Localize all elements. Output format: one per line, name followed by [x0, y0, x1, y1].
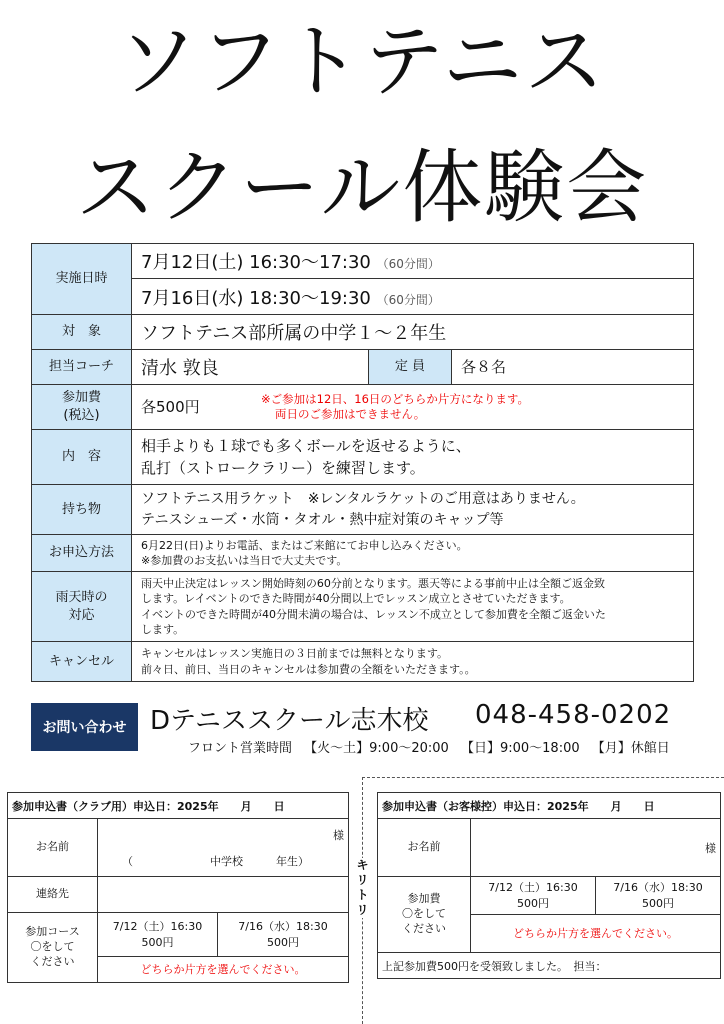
- capacity-label: 定 員: [369, 350, 452, 385]
- customer-opt1-date: 7/12（土）16:30: [488, 881, 578, 895]
- items-line2: テニスシューズ・水筒・タオル・熱中症対策のキャップ等: [141, 511, 504, 528]
- front-hours: [188, 737, 678, 756]
- info-table: [31, 243, 694, 682]
- capacity-value: 各８名: [452, 350, 694, 385]
- customer-opt2-price: 500円: [642, 896, 674, 910]
- rain-value: [132, 572, 694, 642]
- date-row-1: [132, 244, 694, 279]
- cut-label: キリトリ: [356, 858, 369, 917]
- customer-copy-form: [377, 792, 721, 979]
- apply-line1: 6月22日(日)よりお電話、またはご来館にてお申し込みください。: [141, 538, 468, 552]
- club-course-label-2: 〇をして: [30, 940, 75, 954]
- coach-label: 担当コーチ: [32, 350, 132, 385]
- date2-time: 18:30〜19:30: [249, 287, 371, 309]
- items-value: [132, 485, 694, 535]
- customer-name-field[interactable]: [471, 819, 721, 877]
- club-name-label: お名前: [8, 819, 98, 877]
- items-label: 持ち物: [32, 485, 132, 535]
- cancel-line2: 前々日、前日、当日のキャンセルは参加費の全額をいただきます。。: [141, 662, 476, 676]
- dates-label: 実施日時: [32, 244, 132, 315]
- club-course-label-3: ください: [30, 954, 75, 968]
- date2-duration: （60分間）: [376, 292, 440, 307]
- club-contact-field[interactable]: [98, 877, 349, 913]
- fee-cell: [132, 385, 694, 430]
- content-line1: 相手よりも１球でも多くボールを返せるように、: [141, 436, 471, 455]
- customer-sama: 様: [705, 841, 716, 855]
- club-choose-note: どちらか片方を選んでください。: [98, 957, 349, 983]
- target-label: 対 象: [32, 315, 132, 350]
- club-contact-label: 連絡先: [8, 877, 98, 913]
- club-opt1-price: 500円: [141, 935, 174, 949]
- club-opt2-price: 500円: [267, 935, 299, 949]
- phone-number[interactable]: 048-458-0202: [475, 700, 672, 730]
- customer-name-label: お名前: [378, 819, 471, 877]
- customer-choose-note: どちらか片方を選んでください。: [471, 915, 721, 953]
- customer-opt1-price: 500円: [517, 896, 549, 910]
- fee-label: [32, 385, 132, 430]
- rain-line4: します。: [141, 622, 185, 636]
- apply-line2: ※参加費のお支払いは当日で大丈夫です。: [141, 554, 348, 567]
- fee-label-line1: 参加費: [61, 390, 101, 406]
- hours-monday: 【月】休館日: [591, 741, 670, 756]
- customer-option-0712[interactable]: [471, 877, 596, 915]
- apply-label: お申込方法: [32, 535, 132, 572]
- customer-option-0716[interactable]: [596, 877, 721, 915]
- target-value: ソフトテニス部所属の中学１～２年生: [132, 315, 694, 350]
- club-application-form: [7, 792, 349, 983]
- fee-value: 各500円: [141, 397, 200, 416]
- club-course-label-1: 参加コース: [25, 925, 80, 939]
- items-line1: ソフトテニス用ラケット ※レンタルラケットのご用意はありません。: [141, 490, 585, 507]
- cancel-line1: キャンセルはレッスン実施日の３日前までは無料となります。: [141, 647, 449, 661]
- rain-line3: イベントのできた時間が40分間未満の場合は、レッスン不成立として参加費を全額ご返金いた: [141, 607, 606, 621]
- club-sama: 様: [333, 828, 344, 842]
- date1-date: 7月12日(土): [141, 252, 244, 273]
- date1-duration: （60分間）: [376, 257, 440, 271]
- hours-weekday: 【火～土】9:00～20:00: [304, 741, 449, 756]
- cancel-value: [132, 642, 694, 682]
- content-label: 内 容: [32, 430, 132, 485]
- content-value: [132, 430, 694, 485]
- customer-form-header: 参加申込書（お客様控）申込日：2025年 月 日: [378, 793, 721, 819]
- content-line2: 乱打（ストロークラリー）を練習します。: [141, 459, 425, 477]
- club-form-header: 参加申込書（クラブ用）申込日：2025年 月 日: [8, 793, 349, 819]
- club-opt1-date: 7/12（土）16:30: [112, 920, 203, 934]
- customer-fee-label-1: 参加費: [407, 892, 441, 906]
- title-line-1: ソフトテニス: [117, 15, 607, 108]
- school-name: Dテニススクール志木校: [150, 706, 429, 736]
- customer-fee-label: [378, 877, 471, 953]
- apply-value: [132, 535, 694, 572]
- hours-sunday: 【日】9:00～18:00: [460, 741, 580, 756]
- date1-time: 16:30〜17:30: [249, 252, 371, 273]
- date2-date: 7月16日(水): [141, 287, 244, 309]
- club-name-field[interactable]: [98, 819, 349, 877]
- club-opt2-date: 7/16（水）18:30: [238, 920, 328, 934]
- customer-fee-label-3: ください: [402, 921, 446, 935]
- club-school-hint: （ 中学校 年生）: [122, 854, 309, 868]
- club-option-0712[interactable]: [98, 913, 218, 957]
- fee-note-line2: 両日のご参加はできません。: [275, 407, 426, 421]
- date-row-2: [132, 279, 694, 315]
- rain-label-line2: 対応: [68, 607, 95, 623]
- customer-receipt: 上記参加費500円を受領致しました。 担当：: [378, 953, 721, 979]
- cancel-label: キャンセル: [32, 642, 132, 682]
- customer-fee-label-2: 〇をして: [402, 907, 446, 921]
- contact-button[interactable]: お問い合わせ: [31, 703, 138, 751]
- club-course-label: [8, 913, 98, 983]
- rain-label-line1: 雨天時の: [55, 589, 108, 605]
- fee-label-line2: (税込): [63, 408, 100, 423]
- cut-line-horizontal: [362, 777, 724, 778]
- hours-label: フロント営業時間: [188, 741, 293, 756]
- rain-line2: します。レイベントのできた時間が40分間以上でレッスン成立とさせていただきます。: [141, 592, 571, 606]
- rain-label: [32, 572, 132, 642]
- customer-opt2-date: 7/16（水）18:30: [613, 881, 703, 895]
- fee-note-line1: ※ご参加は12日、16日のどちらか片方になります。: [261, 392, 529, 407]
- rain-line1: 雨天中止決定はレッスン開始時刻の60分前となります。悪天等による事前中止は全額ご返金致: [141, 576, 606, 590]
- coach-value: 清水 敦良: [132, 350, 369, 385]
- title-line-2: スクール体験会: [75, 141, 649, 234]
- fee-note: [261, 392, 529, 422]
- club-option-0716[interactable]: [218, 913, 349, 957]
